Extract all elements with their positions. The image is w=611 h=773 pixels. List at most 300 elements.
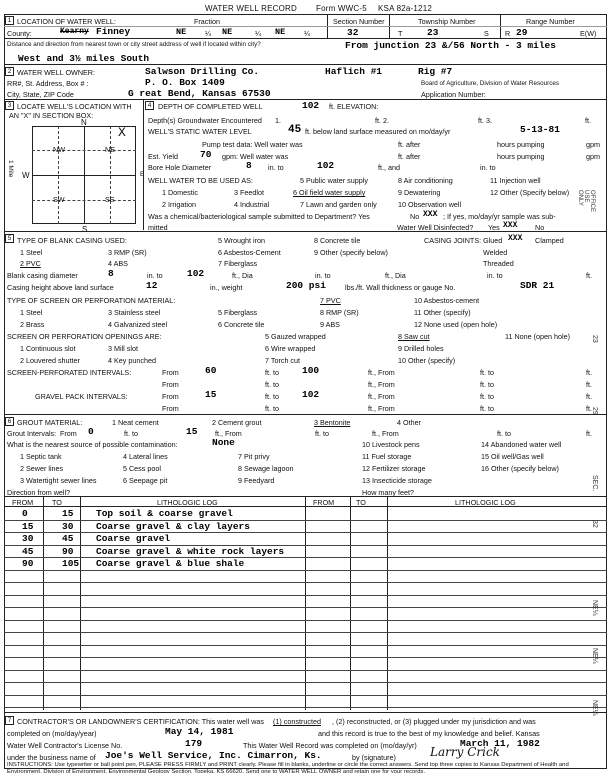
perforated-label: SCREEN-PERFORATED INTERVALS:	[7, 368, 132, 377]
use-injection[interactable]: 11 Injection well	[490, 176, 541, 185]
log-desc-cell: Coarse gravel & clay layers	[96, 520, 250, 532]
bore-in: in. to	[268, 163, 284, 172]
county-value: Finney	[96, 26, 131, 37]
grout-to-value: 15	[186, 426, 198, 437]
address-value: P. O. Box 1409	[145, 77, 225, 88]
log-row-line	[4, 557, 607, 558]
county-struck: Kearny	[60, 27, 89, 36]
diam-ft: ft., Dia	[385, 271, 406, 280]
application-label: Application Number:	[421, 90, 486, 99]
section-3-number: 3	[5, 101, 14, 110]
cert-text-2: , (2) reconstructed, or (3) plugged under my jurisdiction and was	[332, 717, 536, 726]
disinfected-x: XXX	[503, 221, 518, 230]
grout-ft-to-3: ft. to	[497, 429, 511, 438]
divider	[143, 99, 144, 230]
bore-ft: ft., and	[378, 163, 400, 172]
log-to-cell: 15	[62, 508, 74, 519]
log-row-line	[4, 545, 607, 546]
use-public[interactable]: 5 Public water supply	[300, 176, 368, 185]
log-to-cell: 90	[62, 545, 74, 557]
cert-text-1: CONTRACTOR'S OR LANDOWNER'S CERTIFICATION: This water well was	[17, 717, 265, 726]
log2-from-header: FROM	[313, 498, 335, 507]
license-value: 179	[185, 738, 203, 749]
log-desc-cell: Coarse gravel & blue shale	[96, 558, 245, 569]
fraction-q3: NE	[275, 27, 286, 37]
log-row-line	[4, 657, 607, 658]
log-to-cell: 30	[62, 520, 74, 532]
bore-to: 102	[317, 160, 335, 171]
county-label: County:	[7, 29, 32, 38]
joints-label: CASING JOINTS: Glued	[424, 236, 503, 245]
section-2-number: 2	[5, 67, 14, 76]
city-value: G reat Bend, Kansas 67530	[128, 88, 271, 99]
cert-constructed[interactable]: (1) constructed	[273, 717, 321, 726]
screen-none[interactable]: 12 None used (open hole)	[414, 320, 498, 329]
form-title: WATER WELL RECORD	[205, 4, 297, 13]
ksa-reference: KSA 82a-1212	[378, 4, 432, 13]
contam-sewer[interactable]: 2 Sewer lines	[20, 464, 64, 473]
log-from-cell: 45	[22, 545, 34, 557]
ne-label: NE	[105, 145, 115, 154]
casing-weight-value: 200 psi	[286, 280, 326, 291]
log-row-line	[4, 620, 607, 621]
gauge-value: SDR 21	[520, 280, 555, 291]
log-from-cell: 0	[22, 508, 28, 519]
perf-ft-to: ft. to	[265, 368, 279, 377]
grid-dash	[110, 126, 111, 224]
row-divider	[4, 64, 607, 65]
yield-value: 70	[200, 149, 212, 160]
grout-other[interactable]: 4 Other	[397, 418, 421, 427]
contam-abandoned[interactable]: 14 Abandoned water well	[481, 440, 562, 449]
row-divider	[4, 26, 607, 27]
gravel-from-label: From	[162, 392, 179, 401]
range-r: R	[505, 29, 511, 38]
margin-mark: NE¼	[591, 600, 598, 616]
log2-to-header: TO	[356, 498, 366, 507]
quarter-symbol-2: ¼	[255, 29, 261, 38]
bore-in2: in. to	[480, 163, 496, 172]
record-completed-value: March 11, 1982	[460, 738, 540, 749]
grout-ft-from-2: ft., From	[372, 429, 399, 438]
board-label: Board of Agriculture, Division of Water Resources	[421, 80, 560, 87]
mile-label: 1 Mile	[7, 160, 14, 178]
opening-none[interactable]: 11 None (open hole)	[505, 332, 570, 341]
casing-label: TYPE OF BLANK CASING USED:	[17, 236, 127, 245]
contam-cesspool[interactable]: 5 Cess pool	[123, 464, 161, 473]
depth-value: 102	[302, 100, 320, 111]
casing-height-label: Casing height above land surface	[7, 283, 114, 292]
township-label: Township Number	[418, 17, 476, 26]
row-divider	[4, 712, 607, 713]
log-to-cell: 45	[62, 533, 74, 544]
log-col-line	[387, 496, 388, 710]
log-row-line	[4, 582, 607, 583]
log-from-cell: 15	[22, 520, 34, 532]
perf-ft-to-2: ft. to	[480, 368, 494, 377]
opening-other[interactable]: 10 Other (specify)	[398, 356, 456, 365]
diam-in3: in. to	[487, 271, 503, 280]
gravel-ft-to-2: ft. to	[480, 392, 494, 401]
submitted-label: mitted	[148, 223, 168, 232]
completed-label: completed on (mo/day/year)	[7, 729, 97, 738]
casing-concrete[interactable]: 8 Concrete tile	[314, 236, 361, 245]
opening-wire[interactable]: 6 Wire wrapped	[265, 344, 316, 353]
grout-ft-to: ft. to	[124, 429, 138, 438]
use-domestic[interactable]: 1 Domestic	[162, 188, 198, 197]
use-feedlot[interactable]: 3 Feedlot	[234, 188, 264, 197]
completed-value: May 14, 1981	[165, 726, 234, 737]
threaded-label[interactable]: Threaded	[483, 259, 514, 268]
static-level-label: WELL'S STATIC WATER LEVEL	[148, 127, 252, 136]
use-dewatering[interactable]: 9 Dewatering	[398, 188, 441, 197]
contam-seepage[interactable]: 6 Seepage pit	[123, 476, 168, 485]
township-value: 23	[427, 27, 439, 38]
perf2-from-label: From	[162, 380, 179, 389]
township-s: S	[484, 29, 489, 38]
log-to-cell: 105	[62, 558, 80, 569]
log-col-line	[43, 496, 44, 710]
contam-septic[interactable]: 1 Septic tank	[20, 452, 62, 461]
margin-mark: 23	[591, 335, 598, 343]
grout-ft: ft.	[586, 429, 592, 438]
casing-diameter-label: Blank casing diameter	[7, 271, 78, 280]
locate-label-1: LOCATE WELL'S LOCATION WITH	[17, 102, 132, 111]
how-many-feet-label: How many feet?	[362, 488, 414, 497]
grid-dash	[32, 150, 136, 151]
contamination-value: None	[212, 437, 235, 448]
grout-neat[interactable]: 1 Neat cement	[112, 418, 159, 427]
contam-insecticide[interactable]: 13 Insecticide storage	[362, 476, 432, 485]
use-oil-field[interactable]: 6 Oil field water supply	[293, 188, 366, 197]
use-label: WELL WATER TO BE USED AS:	[148, 176, 253, 185]
se-label: SE	[105, 195, 115, 204]
screen-steel[interactable]: 1 Steel	[20, 308, 43, 317]
township-t: T	[398, 29, 403, 38]
casing-wrought[interactable]: 5 Wrought iron	[218, 236, 266, 245]
casing-pvc[interactable]: 2 PVC	[20, 259, 41, 268]
gw-1: 1.	[275, 116, 281, 125]
gravel-ft-from: ft., From	[368, 392, 395, 401]
screen-stainless[interactable]: 3 Stainless steel	[108, 308, 161, 317]
gw-3: ft. 3.	[478, 116, 492, 125]
nw-label: NW	[53, 145, 65, 154]
yield-label: Est. Yield	[148, 152, 178, 161]
screen-material-label: TYPE OF SCREEN OR PERFORATION MATERIAL:	[7, 296, 176, 305]
height-in: in., weight	[210, 283, 243, 292]
opening-drilled[interactable]: 9 Drilled holes	[398, 344, 444, 353]
section-4-number: 4	[145, 101, 154, 110]
grout-ft-from: ft., From	[215, 429, 242, 438]
contam-feedyard[interactable]: 9 Feedyard	[238, 476, 275, 485]
contam-other[interactable]: 16 Other (specify below)	[481, 464, 559, 473]
gravel-ft: ft.	[586, 392, 592, 401]
diam-rest: ft., Dia	[232, 271, 253, 280]
yield-rest: gpm: Well water was	[222, 152, 289, 161]
log-row-line	[4, 595, 607, 596]
bore-label: Bore Hole Diameter	[148, 163, 212, 172]
casing-steel[interactable]: 1 Steel	[20, 248, 43, 257]
pump-hours: hours pumping	[497, 140, 545, 149]
opening-continuous[interactable]: 1 Continuous slot	[20, 344, 76, 353]
pump-test-label: Pump test data: Well water was	[202, 140, 303, 149]
screen-pvc[interactable]: 7 PVC	[320, 296, 341, 305]
quarter-symbol-1: ¼	[205, 29, 211, 38]
distance-value-2: West and 3½ miles South	[18, 53, 150, 64]
perf-from-value: 60	[205, 365, 217, 376]
screen-rmp[interactable]: 8 RMP (SR)	[320, 308, 359, 317]
opening-gauzed[interactable]: 5 Gauzed wrapped	[265, 332, 326, 341]
groundwater-label: Depth(s) Groundwater Encountered	[148, 116, 262, 125]
margin-mark: 32	[591, 520, 598, 528]
margin-mark: NE¼	[591, 700, 598, 716]
screen-fiberglass[interactable]: 5 Fiberglass	[218, 308, 258, 317]
business-value: Joe's Well Service, Inc. Cimarron, Ks.	[105, 750, 322, 761]
diam-in: in. to	[147, 271, 163, 280]
section-1-number: 1	[5, 16, 14, 25]
office-use-only: OFFICE USE ONLY	[577, 190, 595, 212]
gravel2-from-label: From	[162, 404, 179, 413]
casing-asbestos[interactable]: 6 Asbestos-Cement	[218, 248, 281, 257]
gravel-from-value: 15	[205, 389, 217, 400]
contam-watertight[interactable]: 3 Watertight sewer lines	[20, 476, 97, 485]
chem-sample-label: Was a chemical/bacteriological sample submitted to Department? Yes	[148, 212, 370, 221]
chem-no[interactable]: No	[410, 212, 420, 221]
log-litho-header: LITHOLOGIC LOG	[157, 498, 218, 507]
signature-label: by (signature)	[352, 753, 396, 762]
section-number-label: Section Number	[333, 17, 385, 26]
casing-height-value: 12	[146, 280, 158, 291]
log-header-line	[4, 506, 607, 507]
quarter-symbol-3: ¼	[304, 29, 310, 38]
diam-ft3: ft.	[586, 271, 592, 280]
east-label: E	[140, 171, 145, 178]
range-value: 29	[516, 27, 528, 38]
opening-torch[interactable]: 7 Torch cut	[265, 356, 301, 365]
pump-after: ft. after	[398, 140, 421, 149]
perf2-ft-to-2: ft. to	[480, 380, 494, 389]
log2-litho-header: LITHOLOGIC LOG	[455, 498, 516, 507]
owner-label: WATER WELL OWNER:	[17, 68, 95, 77]
distance-label: Distance and direction from nearest town or city street address of well if located within city?	[7, 41, 261, 48]
distance-value-1: From junction 23 &/56 North - 3 miles	[345, 40, 556, 51]
owner-value-3: Rig #7	[418, 66, 453, 77]
grid-dash	[32, 200, 136, 201]
log-row-line	[4, 645, 607, 646]
casing-rmp[interactable]: 3 RMP (SR)	[108, 248, 147, 257]
margin-mark: NE¼	[591, 648, 598, 664]
opening-louvered[interactable]: 2 Louvered shutter	[20, 356, 80, 365]
log-col-line	[305, 496, 306, 710]
welded-label[interactable]: Welded	[483, 248, 508, 257]
contamination-label: What is the nearest source of possible contamination:	[7, 440, 178, 449]
perf2-ft-from: ft., From	[368, 380, 395, 389]
joints-x: XXX	[508, 234, 523, 243]
grid-line	[32, 175, 136, 176]
log-to-header: TO	[52, 498, 62, 507]
screen-galvanized[interactable]: 4 Galvanized steel	[108, 320, 168, 329]
diam-in2: in. to	[315, 271, 331, 280]
log-from-header: FROM	[12, 498, 34, 507]
screen-concrete[interactable]: 6 Concrete tile	[218, 320, 265, 329]
log-row-line	[4, 670, 607, 671]
opening-saw[interactable]: 8 Saw cut	[398, 332, 430, 341]
yield-gpm: gpm	[586, 152, 600, 161]
contam-privy[interactable]: 7 Pit privy	[238, 452, 270, 461]
use-other[interactable]: 12 Other (Specify below)	[490, 188, 570, 197]
contam-lagoon[interactable]: 8 Sewage lagoon	[238, 464, 294, 473]
form-number: Form WWC-5	[316, 4, 367, 13]
owner-value-2: Haflich #1	[325, 66, 383, 77]
casing-abs[interactable]: 4 ABS	[108, 259, 128, 268]
south-label: S	[82, 225, 88, 234]
west-label: W	[22, 171, 30, 180]
license-label: Water Well Contractor's License No.	[7, 741, 123, 750]
log-desc-cell: Coarse gravel	[96, 533, 171, 544]
log-desc-cell: Top soil & coarse gravel	[96, 508, 233, 519]
opening-mill[interactable]: 3 Mill slot	[108, 344, 138, 353]
casing-diameter-to: 102	[187, 268, 205, 279]
gravel2-ft-to: ft. to	[265, 404, 279, 413]
city-label: City, State, ZIP Code	[7, 90, 74, 99]
row-divider	[4, 414, 607, 415]
screen-abs[interactable]: 9 ABS	[320, 320, 340, 329]
section-7-number: 7	[5, 716, 14, 725]
sw-label: SW	[53, 195, 65, 204]
log-col-line	[80, 496, 81, 710]
casing-other[interactable]: 9 Other (specify below)	[314, 248, 388, 257]
well-location-mark: X	[118, 125, 126, 140]
gravel-label: GRAVEL PACK INTERVALS:	[35, 392, 128, 401]
section-number-value: 32	[347, 27, 359, 38]
log-row-line	[4, 707, 607, 708]
north-label: N	[81, 118, 87, 127]
log-row-line	[4, 632, 607, 633]
log-desc-cell: Coarse gravel & white rock layers	[96, 545, 285, 557]
log-row-line	[4, 520, 607, 521]
depth-label: DEPTH OF COMPLETED WELL	[158, 102, 263, 111]
range-label: Range Number	[526, 17, 575, 26]
log-from-cell: 30	[22, 533, 34, 544]
grid-dash	[58, 126, 59, 224]
margin-mark: SEC.	[591, 475, 598, 492]
section-6-number: 6	[5, 417, 14, 426]
static-level-value: 45	[288, 124, 302, 136]
gpm-label: gpm	[586, 140, 600, 149]
static-date: 5-13-81	[520, 124, 560, 135]
perf-from-label: From	[162, 368, 179, 377]
gw-2: ft. 2.	[375, 116, 389, 125]
log-row-line	[4, 607, 607, 608]
instructions: INSTRUCTIONS: Use typewriter or ball point pen, PLEASE PRESS FIRMLY and PRINT clearly. Please fill in blanks, underline or circle the correct answers. Send top three copies to Kansas Department of Health and Environment, Division of Environment, Environmental Geology Section, Topeka, KS 66620. Send one to WATER WELL OWNER and retain one for your records.	[7, 762, 569, 773]
margin-mark: 29	[591, 407, 598, 415]
screen-asbestos[interactable]: 10 Asbestos-cement	[414, 296, 480, 305]
section-5-number: 5	[5, 234, 14, 243]
disinfected-no[interactable]: No	[535, 223, 545, 232]
weight-rest: lbs./ft. Wall thickness or gauge No.	[345, 283, 456, 292]
grout-ft-to-2: ft. to	[315, 429, 329, 438]
chem-rest: ; If yes, mo/day/yr sample was sub-	[443, 212, 556, 221]
grout-intervals-label: Grout Intervals:	[7, 429, 57, 438]
use-observation[interactable]: 10 Observation well	[398, 200, 462, 209]
log-row-line	[4, 570, 607, 571]
screen-brass[interactable]: 2 Brass	[20, 320, 45, 329]
log-row-line	[4, 695, 607, 696]
log-row-line	[4, 682, 607, 683]
locate-label-2: AN "X" IN SECTION BOX:	[9, 111, 94, 120]
casing-fiberglass[interactable]: 7 Fiberglass	[218, 259, 258, 268]
bore-value: 8	[246, 160, 252, 171]
grout-from-label: From	[60, 429, 77, 438]
disinfected-yes[interactable]: Yes	[488, 223, 500, 232]
gravel2-ft: ft.	[586, 404, 592, 413]
yield-after: ft. after	[398, 152, 421, 161]
gravel2-ft-to-2: ft. to	[480, 404, 494, 413]
fraction-q1: NE	[176, 27, 187, 37]
grout-cement[interactable]: 2 Cement grout	[212, 418, 262, 427]
perf-to-value: 100	[302, 365, 320, 376]
gravel-ft-to: ft. to	[265, 392, 279, 401]
log-row-line	[4, 532, 607, 533]
row-divider	[4, 231, 607, 232]
row-divider	[4, 38, 607, 39]
contam-fuel[interactable]: 11 Fuel storage	[362, 452, 412, 461]
fraction-q2: NE	[222, 27, 233, 37]
yield-hours: hours pumping	[497, 152, 545, 161]
opening-key[interactable]: 4 Key punched	[108, 356, 156, 365]
contam-fertilizer[interactable]: 12 Fertilizer storage	[362, 464, 426, 473]
perf2-ft: ft.	[586, 380, 592, 389]
signature: Larry Crick	[430, 745, 500, 759]
record-completed-label: This Water Well Record was completed on (mo/day/yr)	[243, 741, 417, 750]
gw-end: ft.	[585, 116, 591, 125]
screen-other[interactable]: 11 Other (specify)	[414, 308, 471, 317]
grout-label: GROUT MATERIAL:	[17, 418, 83, 427]
log-from-cell: 90	[22, 558, 34, 569]
grout-bentonite[interactable]: 3 Bentonite	[314, 418, 351, 427]
perf2-ft-to: ft. to	[265, 380, 279, 389]
perf-ft: ft.	[586, 368, 592, 377]
log-col-line	[350, 496, 351, 710]
chem-x: XXX	[423, 210, 438, 219]
use-air[interactable]: 8 Air conditioning	[398, 176, 453, 185]
location-label: LOCATION OF WATER WELL:	[17, 17, 116, 26]
address-label: RR#, St. Address, Box # :	[7, 79, 89, 88]
fraction-label: Fraction	[194, 17, 220, 26]
gravel2-ft-from: ft., From	[368, 404, 395, 413]
grout-from-value: 0	[88, 426, 94, 437]
contam-lateral[interactable]: 4 Lateral lines	[123, 452, 168, 461]
use-industrial[interactable]: 4 Industrial	[234, 200, 270, 209]
business-label: under the business name of	[7, 753, 96, 762]
use-irrigation[interactable]: 2 Irrigation	[162, 200, 196, 209]
direction-label: Direction from well?	[7, 488, 71, 497]
owner-value: Salwson Drilling Co.	[145, 66, 260, 77]
perf-ft-from: ft., From	[368, 368, 395, 377]
gravel-to-value: 102	[302, 389, 320, 400]
depth-unit: ft. ELEVATION:	[329, 102, 379, 111]
casing-diameter-value: 8	[108, 268, 114, 279]
range-ew: E(W)	[580, 29, 597, 38]
static-level-rest: ft. below land surface measured on mo/day/yr	[305, 127, 451, 136]
contam-oilgas[interactable]: 15 Oil well/Gas well	[481, 452, 544, 461]
clamped-label[interactable]: Clamped	[535, 236, 564, 245]
completed-rest: and this record is true to the best of my knowledge and belief. Kansas	[318, 729, 540, 738]
use-lawn[interactable]: 7 Lawn and garden only	[300, 200, 377, 209]
contam-livestock[interactable]: 10 Livestock pens	[362, 440, 420, 449]
disinfected-label: Water Well Disinfected?	[397, 223, 474, 232]
openings-label: SCREEN OR PERFORATION OPENINGS ARE:	[7, 332, 162, 341]
